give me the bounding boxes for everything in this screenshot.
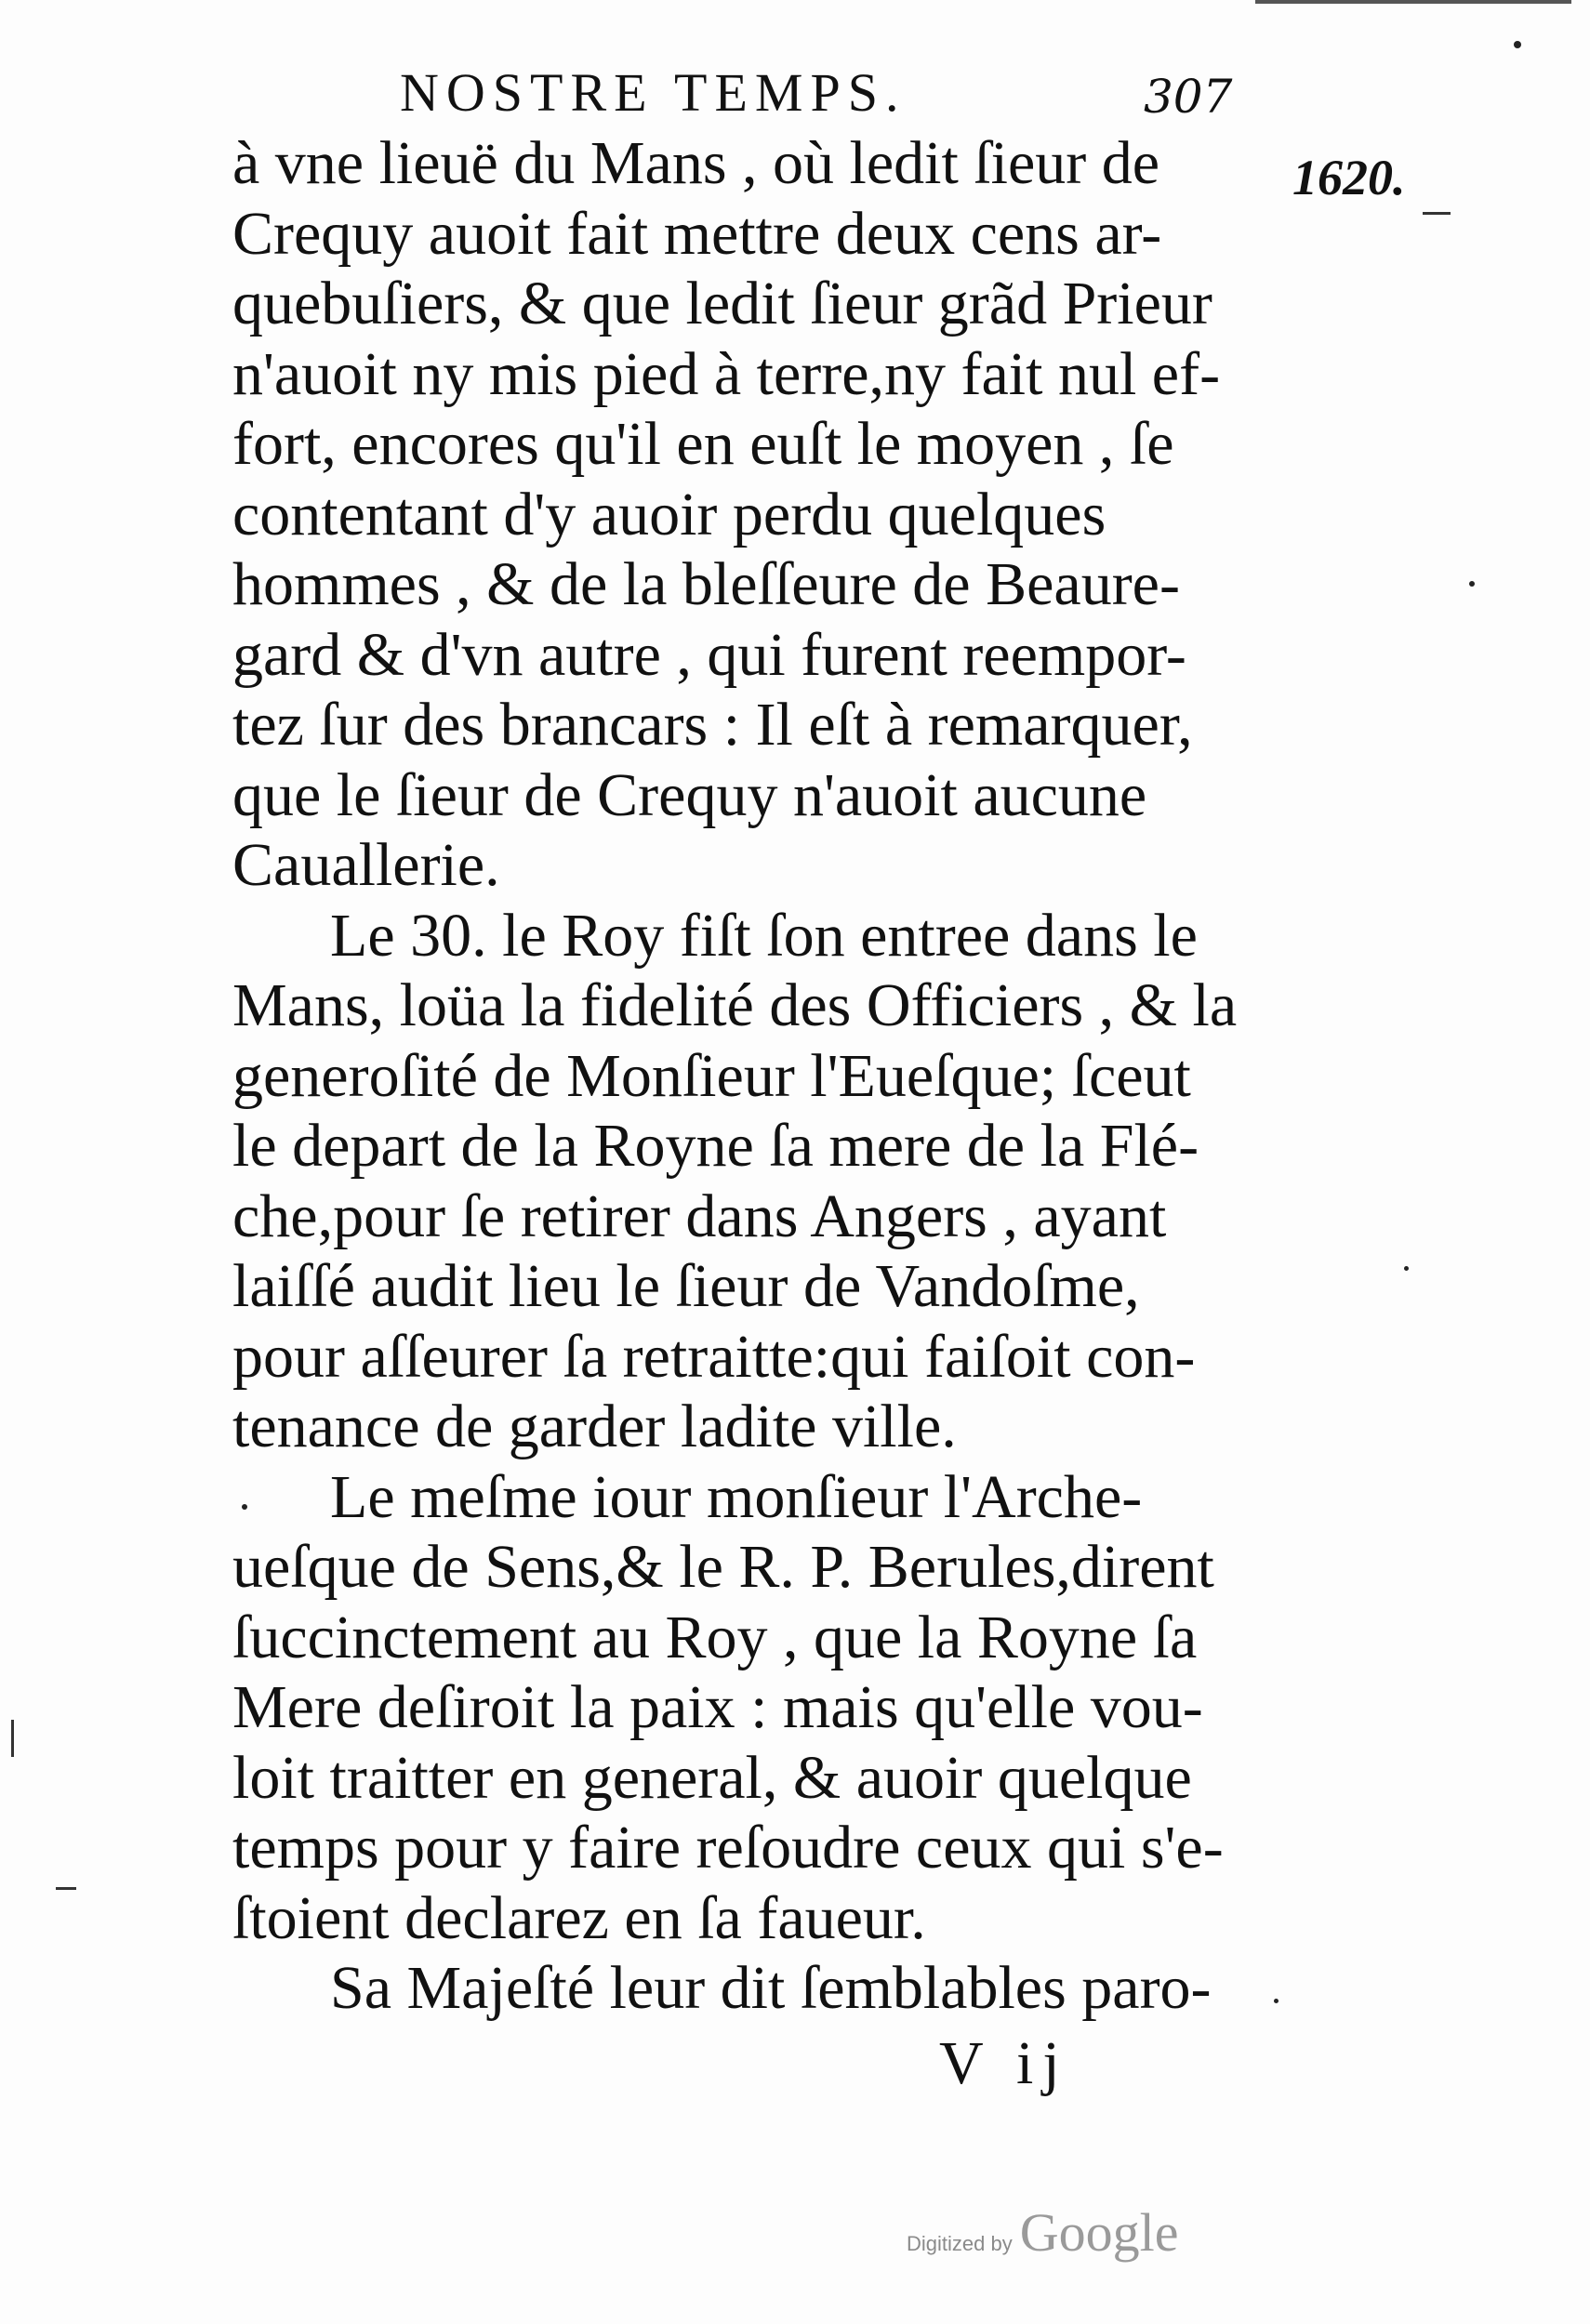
scan-edge-mark — [56, 1887, 76, 1890]
text-line: gard & d'vn autre , qui furent reempor- — [232, 620, 1186, 689]
text-line: que le ſieur de Crequy n'auoit aucune — [232, 760, 1147, 829]
scan-speck — [1469, 581, 1475, 587]
margin-year-note: 1620. — [1292, 150, 1406, 205]
text-line: ueſque de Sens,& le R. P. Berules,dirent — [232, 1533, 1214, 1601]
text-line: hommes , & de la bleſſeure de Beaure- — [232, 550, 1180, 618]
page-number: 307 — [1144, 70, 1233, 124]
text-line: ſuccinctement au Roy , que la Royne ſa — [232, 1603, 1198, 1671]
running-head: NOSTRE TEMPS. — [400, 62, 907, 123]
watermark-logo: Google — [1019, 2202, 1179, 2263]
text-line: tez ſur des brancars : Il eſt à remarquer, — [232, 691, 1193, 759]
scan-speck — [1404, 1266, 1409, 1271]
page-header — [400, 56, 1237, 130]
scan-edge-mark — [1423, 212, 1451, 215]
text-line: contentant d'y auoir perdu quelques — [232, 480, 1106, 548]
paragraph-start-line: Sa Majeſté leur dit ſemblables paro- — [330, 1954, 1212, 2022]
text-line: laiſſé audit lieu le ſieur de Vandoſme, — [232, 1252, 1140, 1320]
scan-edge-mark — [11, 1720, 14, 1757]
signature-mark: V ij — [939, 2029, 1069, 2097]
text-line: n'auoit ny mis pied à terre,ny fait nul ef- — [232, 339, 1221, 408]
text-line: loit traitter en general, & auoir quelque — [232, 1743, 1192, 1812]
text-line: pour aſſeurer ſa retraitte:qui faiſoit con- — [232, 1322, 1196, 1391]
scan-speck — [1274, 1999, 1279, 2003]
text-line: che,pour ſe retirer dans Angers , ayant — [232, 1182, 1167, 1250]
text-line: Mere deſiroit la paix : mais qu'elle vou- — [232, 1673, 1203, 1741]
text-line: à vne lieuë du Mans , où ledit ſieur de — [232, 129, 1160, 197]
text-line: generoſité de Monſieur l'Eueſque; ſceut — [232, 1041, 1191, 1110]
text-line: tenance de garder ladite ville. — [232, 1393, 957, 1460]
digitization-watermark — [907, 2201, 1178, 2264]
text-line: quebuſiers, & que ledit ſieur grãd Prieur — [232, 270, 1212, 337]
text-line: Cauallerie. — [232, 831, 500, 899]
text-line: le depart de la Royne ſa mere de la Flé- — [232, 1112, 1199, 1180]
text-line: Mans, loüa la fidelité des Officiers , & la — [232, 971, 1238, 1039]
text-line: ſtoient declarez en ſa faueur. — [232, 1883, 926, 1952]
paragraph-start-line: Le 30. le Roy fiſt ſon entree dans le — [330, 901, 1198, 970]
text-line: fort, encores qu'il en euſt le moyen , ſe — [232, 410, 1174, 478]
text-line: temps pour y faire reſoudre ceux qui s'e- — [232, 1814, 1224, 1882]
body-text — [232, 128, 1265, 2024]
text-line: Crequy auoit fait mettre deux cens ar- — [232, 199, 1162, 268]
watermark-prefix: Digitized by — [907, 2232, 1013, 2255]
paragraph-start-line: Le meſme iour monſieur l'Arche- — [330, 1462, 1143, 1531]
scan-speck — [242, 1504, 247, 1510]
scan-speck — [1514, 41, 1521, 48]
scan-edge-mark — [1255, 0, 1571, 4]
